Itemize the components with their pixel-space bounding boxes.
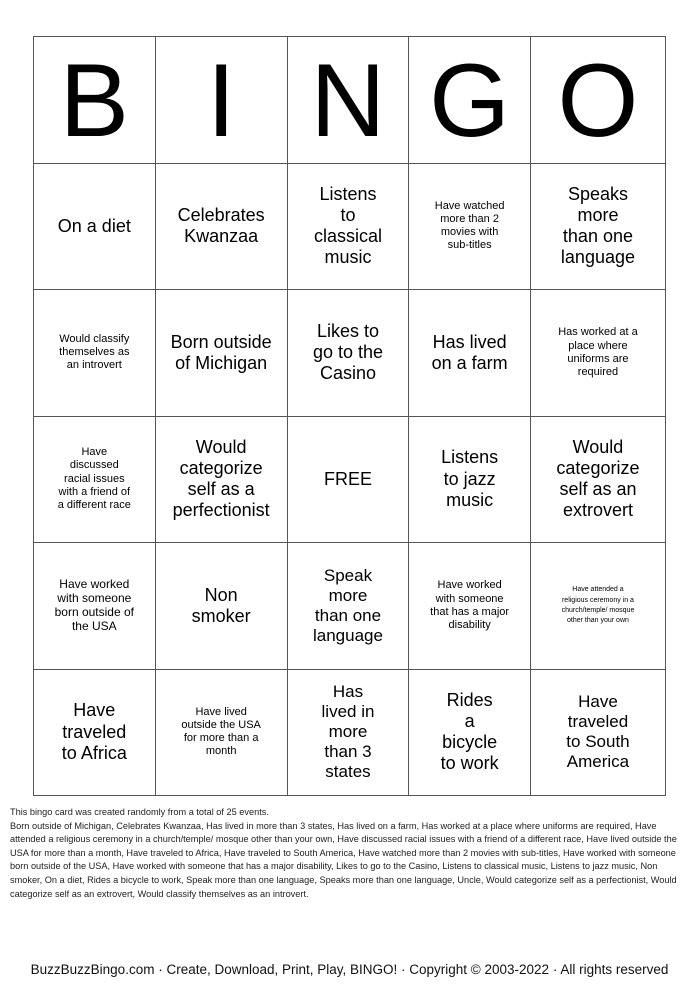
bingo-square (531, 543, 666, 670)
header-letter-g (409, 37, 531, 164)
header-letter-o (531, 37, 666, 164)
bingo-square (288, 670, 410, 797)
header-letter: B (59, 42, 129, 159)
bingo-square (288, 543, 410, 670)
header-letter-b (34, 37, 156, 164)
bingo-square (34, 290, 156, 417)
bingo-square (288, 290, 410, 417)
square-text: Born outside of Michigan (170, 331, 272, 373)
bingo-square (409, 290, 531, 417)
bingo-square (288, 164, 410, 291)
square-text: Have watched more than 2 movies with sub-titles (434, 199, 505, 252)
square-text: Has lived on a farm (431, 331, 508, 373)
square-text: Would categorize self as a perfectionist (172, 436, 270, 521)
square-text: Celebrates Kwanzaa (177, 205, 265, 247)
bingo-square (156, 164, 288, 291)
square-text: Rides a bicycle to work (440, 689, 499, 774)
header-letter: I (206, 42, 236, 159)
bingo-square (531, 670, 666, 797)
square-text: Non smoker (191, 584, 251, 626)
square-text: Have worked with someone born outside of the USA (54, 577, 134, 633)
free-square-text: FREE (323, 468, 372, 489)
square-text: Have lived outside the USA for more than a month (181, 705, 261, 758)
square-text: Speak more than one language (313, 565, 383, 645)
bingo-square (34, 417, 156, 544)
square-text: On a diet (57, 215, 131, 236)
header-letter: G (429, 42, 511, 159)
square-text: Likes to go to the Casino (312, 320, 384, 384)
bingo-square (409, 543, 531, 670)
header-letter: N (310, 42, 386, 159)
square-text: Have traveled to Africa (61, 700, 127, 763)
header-letter: O (557, 42, 639, 159)
bingo-square (34, 543, 156, 670)
square-text: Have traveled to South America (566, 692, 630, 772)
bingo-square (531, 290, 666, 417)
square-text: Listens to jazz music (441, 447, 499, 510)
card-description (10, 806, 690, 901)
bingo-square (409, 417, 531, 544)
square-text: Would classify themselves as an introvert (59, 332, 130, 372)
description-intro: This bingo card was created randomly from a total of 25 events. (10, 807, 269, 817)
square-text: Would categorize self as an extrovert (556, 436, 640, 521)
free-square (288, 417, 410, 544)
description-events-list: Born outside of Michigan, Celebrates Kwanzaa, Has lived in more than 3 states, Has lived on a farm, Has worked at a place where uniforms are required, Have attended a religious ceremony in a church/temple/ mosque other than your own, Have discussed racial issues with a friend of a different race, Have lived outside the USA for more than a month, Have traveled to Africa, Have traveled to South America, Have watched more than 2 movies with sub-titles, Have worked with someone born outside of the USA, Have worked with someone that has a major disability, Likes to go to the Casino, Listens to classical music, Listens to jazz music, Non smoker, On a diet, Rides a bicycle to work, Speak more than one language, Speaks more than one language, Uncle, Would categorize self as a perfectionist, Would categorize self as an extrovert, Would classify themselves as an introvert. (10, 820, 677, 899)
square-text: Have worked with someone that has a major disability (430, 579, 510, 631)
square-text: Has lived in more than 3 states (321, 682, 375, 782)
bingo-square (156, 670, 288, 797)
bingo-square (531, 417, 666, 544)
square-text: Listens to classical music (313, 183, 382, 268)
bingo-square (409, 164, 531, 291)
bingo-square (531, 164, 666, 291)
square-text: Have attended a religious ceremony in a church/temple/ mosque other than your own (561, 586, 635, 624)
bingo-square (34, 670, 156, 797)
square-text: Has worked at a place where uniforms are required (558, 326, 638, 378)
square-text: Speaks more than one language (560, 183, 635, 268)
bingo-square (156, 290, 288, 417)
bingo-card (33, 36, 666, 796)
square-text: Have discussed racial issues with a friend of a different race (57, 446, 131, 512)
header-letter-i (156, 37, 288, 164)
bingo-square (156, 543, 288, 670)
bingo-square (34, 164, 156, 291)
header-letter-n (288, 37, 410, 164)
bingo-square (409, 670, 531, 797)
footer-copyright: BuzzBuzzBingo.com · Create, Download, Print, Play, BINGO! · Copyright © 2003-2022 · All rights reserved (30, 962, 669, 977)
bingo-square (156, 417, 288, 544)
